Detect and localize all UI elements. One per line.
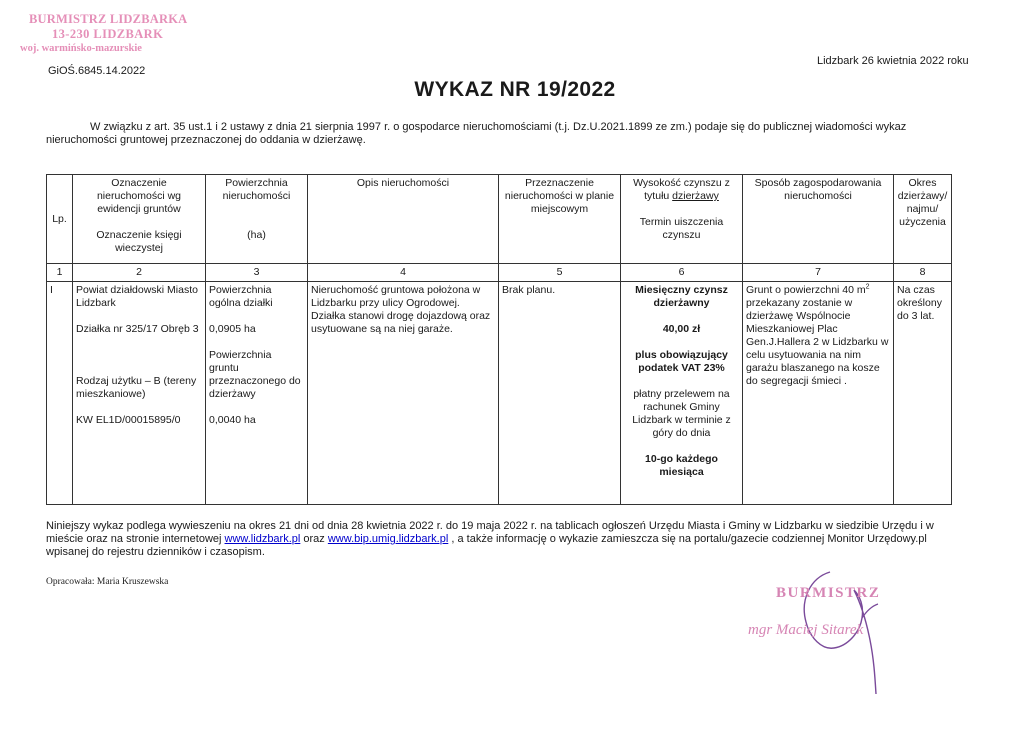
footer-text-part2: oraz	[300, 533, 328, 545]
row-lease-area-label: Powierzchnia gruntu przeznaczonego do dzierżawy	[209, 349, 301, 400]
header-area-label: Powierzchnia nieruchomości	[222, 177, 291, 202]
column-number: 5	[499, 264, 621, 282]
row-lp: I	[47, 282, 73, 505]
stamp-postcode-city: 13-230 LIDZBARK	[52, 27, 164, 41]
header-lp: Lp.	[47, 175, 73, 264]
header-payment-term: Termin uiszczenia czynszu	[639, 216, 724, 241]
column-number: 1	[47, 264, 73, 282]
row-rent-payment: płatny przelewem na rachunek Gminy Lidzbark w terminie z góry do dnia	[632, 388, 731, 439]
row-land-use: Rodzaj użytku – B (tereny mieszkaniowe)	[76, 375, 197, 400]
row-land-registry	[73, 282, 206, 505]
signature-name-stamp: mgr Maciej Sitarek	[748, 622, 864, 638]
header-rent-label: Wysokość czynszu z tytułu	[633, 177, 730, 202]
header-period: Okres dzierżawy/ najmu/ użyczenia	[894, 175, 952, 264]
stamp-office-name: BURMISTRZ LIDZBARKA	[29, 12, 188, 26]
footer-text-part3: , a także informację o wykazie zamieszcza się na portalu/gazecie codziennej Monitor Urzędowy.pl wpisanej do rejestru dzienników i czasopism.	[46, 533, 927, 558]
column-number: 7	[743, 264, 894, 282]
link-bip[interactable]: www.bip.umig.lidzbark.pl	[327, 533, 449, 545]
row-rent-amount: 40,00 zł	[662, 323, 701, 335]
reference-number: GiOŚ.6845.14.2022	[48, 65, 146, 77]
header-land-registry	[73, 175, 206, 264]
header-land-registry-label: Oznaczenie nieruchomości wg ewidencji gruntów	[96, 177, 182, 215]
property-table	[46, 174, 952, 505]
row-total-area-value: 0,0905 ha	[209, 323, 256, 335]
row-rent-tax: plus obowiązujący podatek VAT 23%	[635, 349, 728, 374]
header-rent	[621, 175, 743, 264]
column-number: 8	[894, 264, 952, 282]
column-number-row	[47, 264, 952, 282]
document-title: WYKAZ NR 19/2022	[414, 78, 616, 101]
column-number: 3	[206, 264, 308, 282]
column-number: 4	[308, 264, 499, 282]
row-land-book: KW EL1D/00015895/0	[76, 414, 181, 426]
column-number: 6	[621, 264, 743, 282]
row-rent-deadline: 10-go każdego miesiąca	[645, 453, 718, 478]
row-description: Nieruchomość gruntowa położona w Lidzbarku przy ulicy Ogrodowej. Działka stanowi drogę dojazdową oraz usytuowane są na niej garaże.	[308, 282, 499, 505]
row-location: Powiat działdowski Miasto Lidzbark	[76, 284, 198, 309]
row-development-superscript: 2	[865, 283, 870, 291]
row-area	[206, 282, 308, 505]
signature-title-stamp: BURMISTRZ	[776, 585, 881, 601]
row-purpose: Brak planu.	[499, 282, 621, 505]
header-rent-label-underlined: dzierżawy	[672, 190, 719, 202]
row-lease-area-value: 0,0040 ha	[209, 414, 256, 426]
row-development-part2: przekazany zostanie w dzierżawę Wspólnocie Mieszkaniowej Plac Gen.J.Hallera 2 w Lidzbarku w celu usytuowania na nim garażu blaszanego na kosze do segregacji śmieci .	[746, 297, 889, 387]
prepared-by: Opracowała: Maria Kruszewska	[46, 577, 169, 587]
header-area-unit: (ha)	[247, 229, 266, 241]
link-lidzbark[interactable]: www.lidzbark.pl	[224, 533, 301, 545]
table-header-row	[47, 175, 952, 264]
column-number: 2	[73, 264, 206, 282]
row-period: Na czas określony do 3 lat.	[894, 282, 952, 505]
footer-text-part1: Niniejszy wykaz podlega wywieszeniu na okres 21 dni od dnia 28 kwietnia 2022 r. do 19 maja 2022 r. na tablicach ogłoszeń Urzędu Miasta i Gminy w Lidzbarku w siedzibie Urzędu i w mieście oraz na stronie internetowej	[46, 520, 934, 545]
header-description: Opis nieruchomości	[308, 175, 499, 264]
header-development: Sposób zagospodarowania nieruchomości	[743, 175, 894, 264]
row-plot-number: Działka nr 325/17 Obręb 3	[76, 323, 199, 335]
footer-paragraph	[46, 520, 966, 559]
place-date: Lidzbark 26 kwietnia 2022 roku	[817, 55, 969, 67]
stamp-voivodeship: woj. warmińsko-mazurskie	[20, 43, 142, 54]
row-total-area-label: Powierzchnia ogólna działki	[209, 284, 273, 309]
header-land-book-label: Oznaczenie księgi wieczystej	[96, 229, 182, 254]
intro-paragraph: W związku z art. 35 ust.1 i 2 ustawy z dnia 21 sierpnia 1997 r. o gospodarce nieruchomościami (t.j. Dz.U.2021.1899 ze zm.) podaje się do publicznej wiadomości wykaz nieruchomości gruntowej przeznaczonej do oddania w dzierżawę.	[46, 121, 907, 146]
table-row	[47, 282, 952, 505]
row-rent-label: Miesięczny czynsz dzierżawny	[635, 284, 728, 309]
row-development-part1: Grunt o powierzchni 40 m	[746, 284, 866, 296]
row-development	[743, 282, 894, 505]
row-rent	[621, 282, 743, 505]
header-area	[206, 175, 308, 264]
header-purpose: Przeznaczenie nieruchomości w planie miejscowym	[499, 175, 621, 264]
